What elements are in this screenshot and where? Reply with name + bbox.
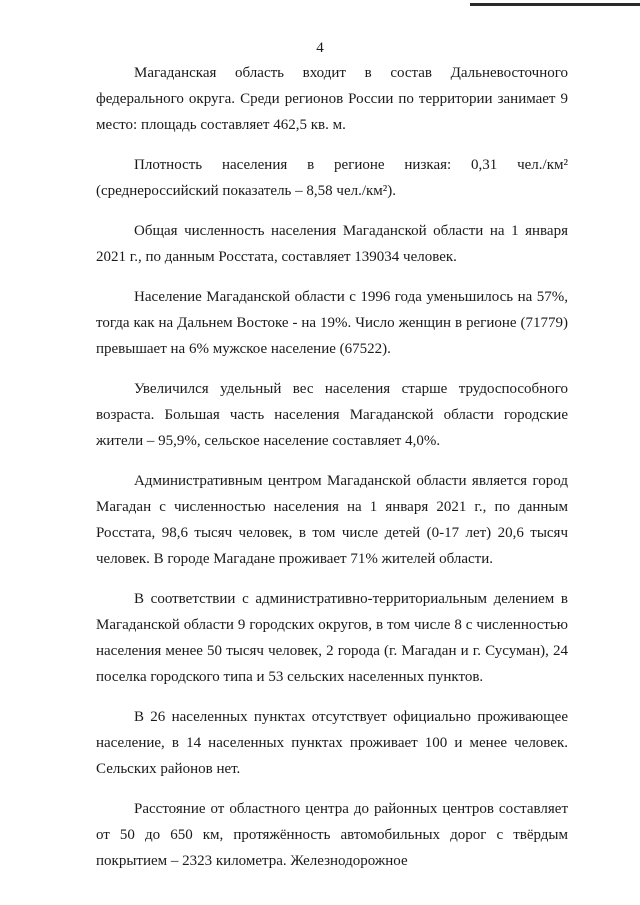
paragraph-region-overview: Магаданская область входит в состав Дальневосточного федерального округа. Среди регионов России по территории занимает 9 место: площадь составляет 462,5 кв. м. (96, 65, 568, 133)
paragraph-territorial-division: В соответствии с административно-территориальным делением в Магаданской области 9 городских округов, в том числе 8 с численностью населения менее 50 тысяч человек, 2 города (г. Магадан и г. Сусуман), 24 поселка городского типа и 53 сельских населенных пунктов. (96, 591, 568, 685)
page-number: 4 (316, 40, 324, 56)
paragraph-age-structure: Увеличился удельный вес населения старше трудоспособного возраста. Большая часть населения Магаданской области городские жители – 95,9%, сельское население составляет 4,0%. (96, 381, 568, 449)
paragraph-population-density: Плотность населения в регионе низкая: 0,31 чел./км² (среднероссийский показатель – 8,58 чел./км²). (96, 157, 568, 199)
paragraph-population-total: Общая численность населения Магаданской области на 1 января 2021 г., по данным Росстата, составляет 139034 человек. (96, 223, 568, 265)
paragraph-distances-roads: Расстояние от областного центра до районных центров составляет от 50 до 650 км, протяжённость автомобильных дорог с твёрдым покрытием – 2323 километра. Железнодорожное (96, 801, 568, 869)
paragraph-population-decline: Население Магаданской области с 1996 года уменьшилось на 57%, тогда как на Дальнем Востоке - на 19%. Число женщин в регионе (71779) превышает на 6% мужское население (67522). (96, 289, 568, 357)
top-border-line (470, 3, 640, 6)
paragraph-administrative-center: Административным центром Магаданской области является город Магадан с численностью населения на 1 января 2021 г., по данным Росстата, 98,6 тысяч человек, в том числе детей (0-17 лет) 20,6 тысяч человек. В городе Магадане проживает 71% жителей области. (96, 473, 568, 567)
document-body (96, 60, 568, 888)
paragraph-settlements: В 26 населенных пунктах отсутствует официально проживающее население, в 14 населенных пунктах проживает 100 и менее человек. Сельских районов нет. (96, 709, 568, 777)
